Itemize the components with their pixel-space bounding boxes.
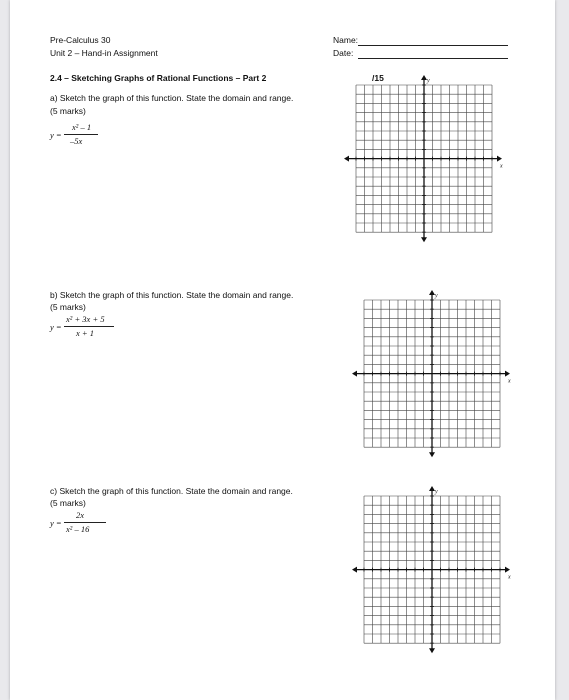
fraction-bar <box>64 522 106 523</box>
y-axis-label: y <box>435 293 438 299</box>
denominator: –5x <box>70 136 83 146</box>
name-label: Name: <box>333 35 359 45</box>
y-axis-label: y <box>435 489 438 495</box>
name-line[interactable] <box>358 45 508 46</box>
x-axis-arrow-right <box>505 567 510 573</box>
course-title: Pre-Calculus 30 <box>50 35 111 45</box>
x-axis-arrow-right <box>505 371 510 377</box>
fraction-bar <box>64 134 98 135</box>
x-axis-arrow-right <box>497 156 502 162</box>
y-equals: y = <box>50 322 62 332</box>
y-equals: y = <box>50 130 62 140</box>
question-a-marks: (5 marks) <box>50 106 86 116</box>
x-axis-arrow-left <box>352 371 357 377</box>
graph-grid-a[interactable] <box>346 77 521 247</box>
worksheet-page <box>10 0 555 700</box>
numerator: x² + 3x + 5 <box>66 314 105 324</box>
x-axis-label: x <box>500 163 503 170</box>
numerator: 2x <box>76 510 85 520</box>
x-axis-label: x <box>508 574 511 581</box>
numerator: x² – 1 <box>72 122 92 132</box>
x-axis-label: x <box>508 378 511 385</box>
graph-grid-b[interactable] <box>354 292 529 462</box>
question-b-marks: (5 marks) <box>50 302 86 312</box>
question-b-prompt: b) Sketch the graph of this function. State the domain and range. <box>50 290 294 300</box>
y-axis-arrow-down <box>421 237 427 242</box>
section-title: 2.4 – Sketching Graphs of Rational Functions – Part 2 <box>50 73 267 83</box>
denominator: x + 1 <box>76 328 95 338</box>
denominator: x² – 16 <box>66 524 90 534</box>
question-c-prompt: c) Sketch the graph of this function. State the domain and range. <box>50 486 293 496</box>
graph-grid-c[interactable] <box>354 488 529 658</box>
question-a-prompt: a) Sketch the graph of this function. State the domain and range. <box>50 93 294 103</box>
x-axis-arrow-left <box>352 567 357 573</box>
y-equals: y = <box>50 518 62 528</box>
date-line[interactable] <box>358 58 508 59</box>
total-marks: /15 <box>372 73 384 83</box>
y-axis-label: y <box>427 78 430 84</box>
x-axis-arrow-left <box>344 156 349 162</box>
question-c-marks: (5 marks) <box>50 498 86 508</box>
y-axis-arrow-down <box>429 648 435 653</box>
y-axis-arrow-down <box>429 452 435 457</box>
unit-title: Unit 2 – Hand-in Assignment <box>50 48 158 58</box>
date-label: Date: <box>333 48 354 58</box>
fraction-bar <box>64 326 114 327</box>
